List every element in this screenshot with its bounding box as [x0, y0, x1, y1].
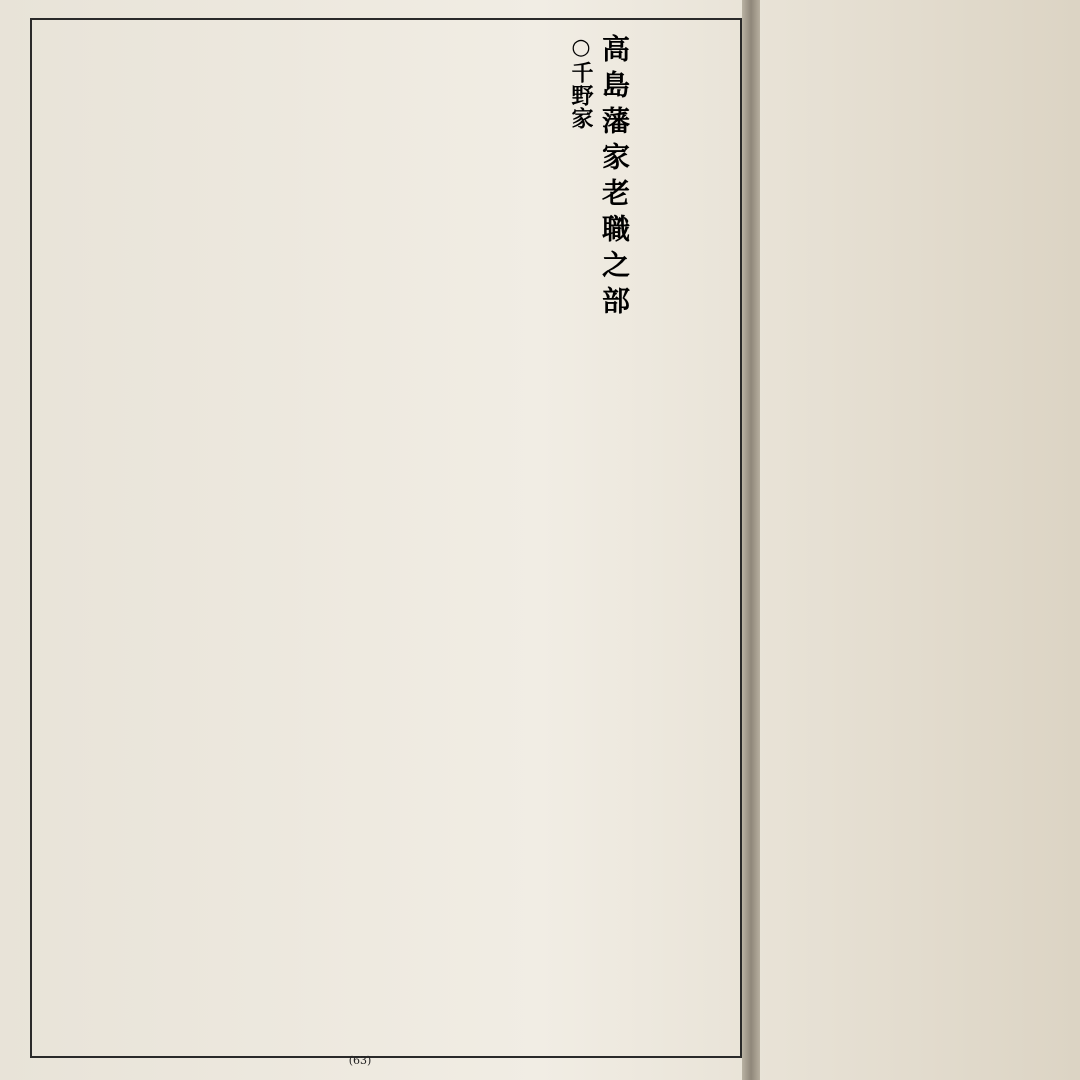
left-page-columns — [48, 34, 724, 1020]
book-spine — [742, 0, 760, 1080]
right-page — [770, 0, 1070, 1080]
page-number: (63) — [348, 1054, 372, 1067]
right-page-columns — [786, 14, 1054, 1044]
left-page-frame — [30, 18, 742, 1058]
section-heading: 高島藩家老職之部 — [598, 34, 631, 322]
section-marker: ○千野家 — [568, 34, 594, 130]
